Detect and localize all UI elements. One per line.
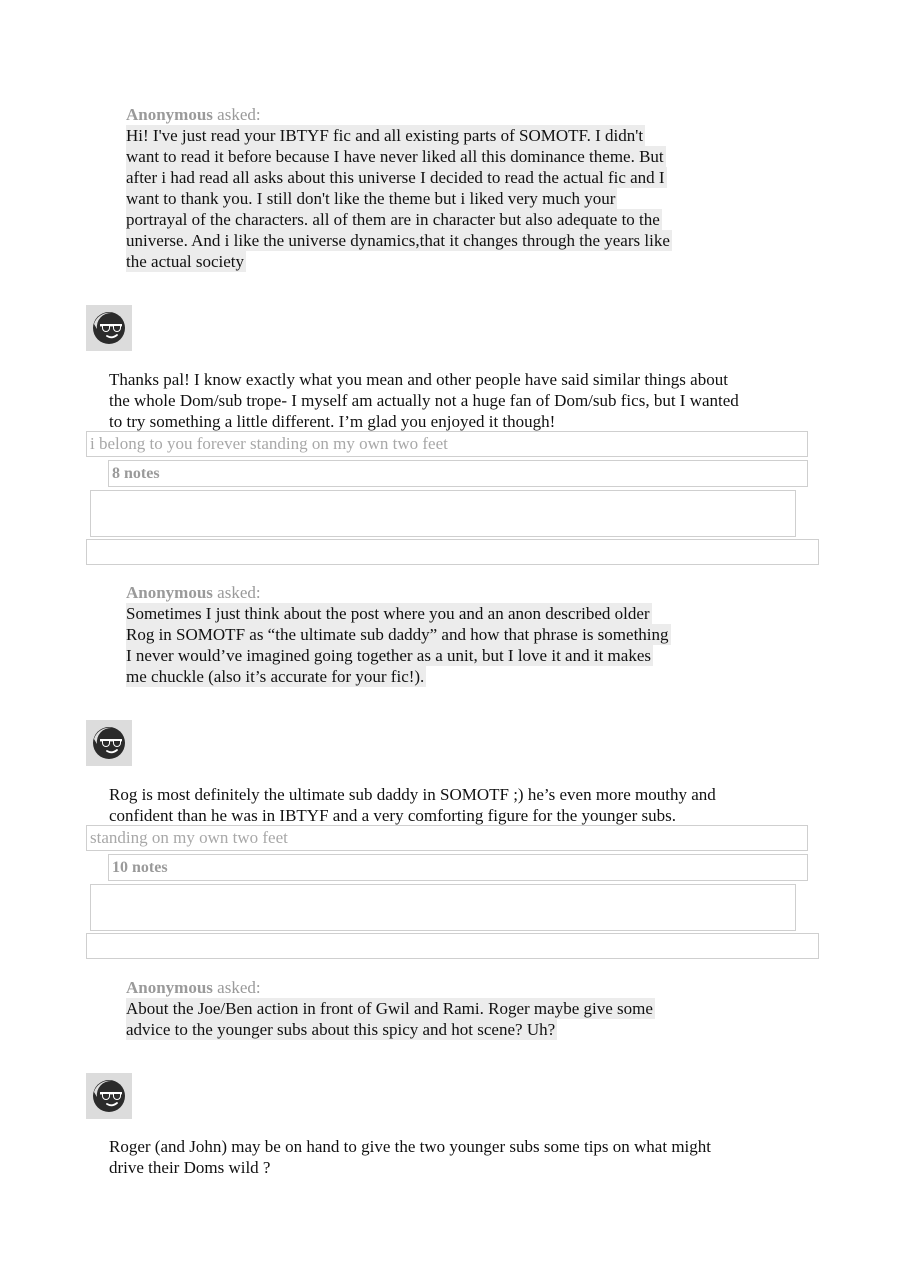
answer-line: drive their Doms wild ? xyxy=(109,1158,271,1177)
post-tags[interactable]: standing on my own two feet xyxy=(90,828,288,847)
answer-line: Rog is most definitely the ultimate sub daddy in SOMOTF ;) he’s even more mouthy and xyxy=(109,785,716,804)
asked-label: asked: xyxy=(217,978,261,997)
question-line: want to thank you. I still don't like the theme but i liked very much your xyxy=(126,189,616,208)
answer-line: confident than he was in IBTYF and a very comforting figure for the younger subs. xyxy=(109,806,676,825)
question-line: the actual society xyxy=(126,252,245,271)
sunglasses-face-icon xyxy=(86,1073,132,1119)
question-line: me chuckle (also it’s accurate for your fic!). xyxy=(126,667,425,686)
notes-bar xyxy=(108,854,808,881)
question-line: Sometimes I just think about the post where you and an anon described older xyxy=(126,604,650,623)
question-line: universe. And i like the universe dynamics,that it changes through the years like xyxy=(126,231,670,250)
asker-name[interactable]: Anonymous xyxy=(126,583,213,602)
sunglasses-face-icon xyxy=(86,305,132,351)
blog-avatar[interactable] xyxy=(86,720,132,766)
post-footer-box xyxy=(90,884,796,931)
notes-bar xyxy=(108,460,808,487)
post-divider-box xyxy=(86,539,819,565)
asked-label: asked: xyxy=(217,105,261,124)
asker-name[interactable]: Anonymous xyxy=(126,105,213,124)
asker-name[interactable]: Anonymous xyxy=(126,978,213,997)
question-line: want to read it before because I have never liked all this dominance theme. But xyxy=(126,147,664,166)
answer-line: the whole Dom/sub trope- I myself am actually not a huge fan of Dom/sub fics, but I wanted xyxy=(109,391,739,410)
question-line: Hi! I've just read your IBTYF fic and all existing parts of SOMOTF. I didn't xyxy=(126,126,644,145)
blog-avatar[interactable] xyxy=(86,305,132,351)
question-line: I never would’ve imagined going together as a unit, but I love it and it makes xyxy=(126,646,651,665)
sunglasses-face-icon xyxy=(86,720,132,766)
ask-header xyxy=(126,977,261,998)
post-footer-box xyxy=(90,490,796,537)
question-line: after i had read all asks about this universe I decided to read the actual fic and I xyxy=(126,168,665,187)
post-tags[interactable]: i belong to you forever standing on my own two feet xyxy=(90,434,448,453)
question-line: Rog in SOMOTF as “the ultimate sub daddy” and how that phrase is something xyxy=(126,625,669,644)
question-line: portrayal of the characters. all of them are in character but also adequate to the xyxy=(126,210,660,229)
tags-bar xyxy=(86,431,808,457)
ask-header xyxy=(126,582,261,603)
blog-avatar[interactable] xyxy=(86,1073,132,1119)
post-divider-box xyxy=(86,933,819,959)
ask-header xyxy=(126,104,261,125)
notes-count[interactable]: 8 notes xyxy=(112,465,160,482)
answer-line: Thanks pal! I know exactly what you mean and other people have said similar things about xyxy=(109,370,728,389)
answer-line: to try something a little different. I’m glad you enjoyed it though! xyxy=(109,412,556,431)
answer-line: Roger (and John) may be on hand to give the two younger subs some tips on what might xyxy=(109,1137,711,1156)
notes-count[interactable]: 10 notes xyxy=(112,859,168,876)
question-line: advice to the younger subs about this spicy and hot scene? Uh? xyxy=(126,1020,556,1039)
question-line: About the Joe/Ben action in front of Gwil and Rami. Roger maybe give some xyxy=(126,999,653,1018)
asked-label: asked: xyxy=(217,583,261,602)
tags-bar xyxy=(86,825,808,851)
